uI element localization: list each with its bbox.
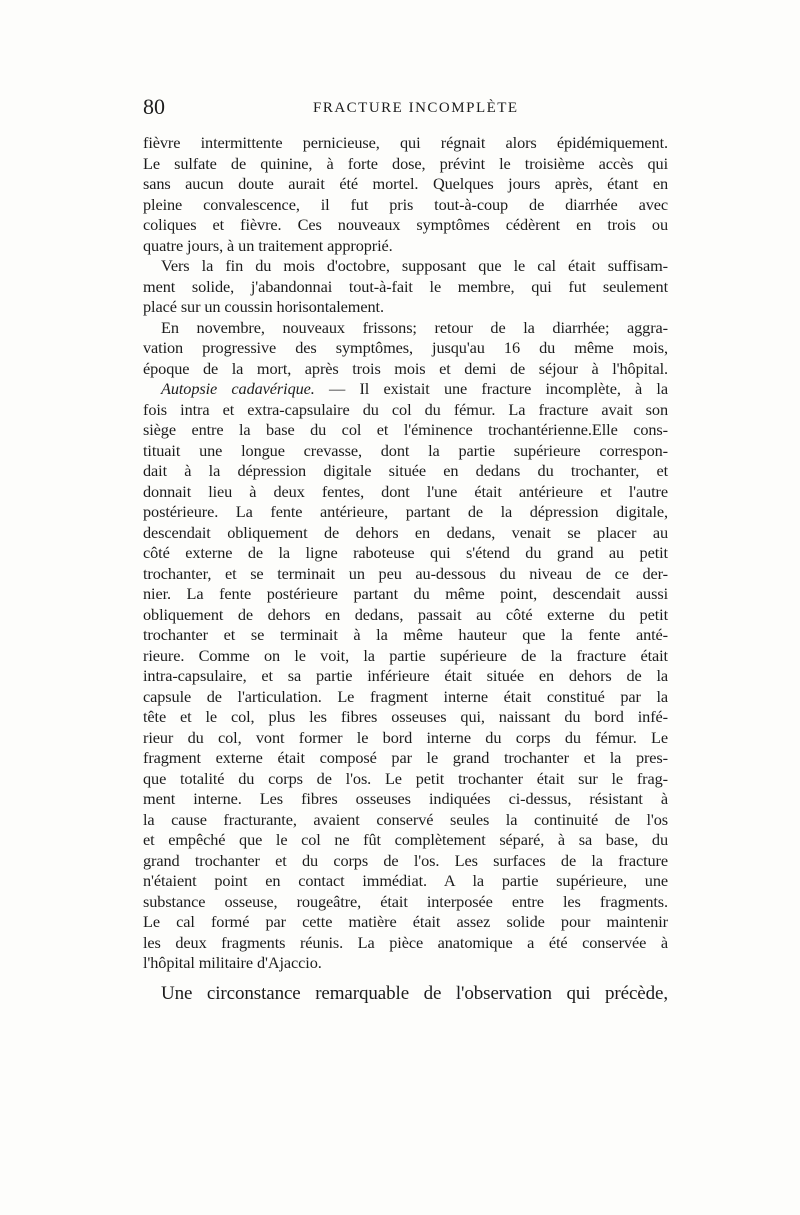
text-line: capsule de l'articulation. Le fragment interne était constitué par la <box>143 686 668 706</box>
text-line: substance osseuse, rougeâtre, était interposée entre les fragments. <box>143 891 668 911</box>
text-line: dait à la dépression digitale située en dedans du trochanter, et <box>143 461 668 480</box>
text-line: tête et le col, plus les fibres osseuses qui, naissant du bord infé- <box>143 707 668 726</box>
text-line: placé sur un coussin horisontalement. <box>143 297 384 316</box>
text-line: les deux fragments réunis. La pièce anatomique a été conservée à <box>143 932 668 952</box>
text-line: intra-capsulaire, et sa partie inférieure était située en dehors de la <box>143 666 668 685</box>
text-line: siège entre la base du col et l'éminence trochantérienne.Elle cons- <box>143 420 668 439</box>
text-line: et empêché que le col ne fût complètement séparé, à sa base, du <box>143 830 668 849</box>
autopsy-heading: Autopsie cadavérique. <box>161 379 315 398</box>
text-line: trochanter et se terminait à la même hauteur que la fente anté- <box>143 625 668 644</box>
text-line: l'hôpital militaire d'Ajaccio. <box>143 953 322 972</box>
text-line: Vers la fin du mois d'octobre, supposant que le cal était suffisam- <box>161 256 668 275</box>
text-line: En novembre, nouveaux frissons; retour de la diarrhée; aggra- <box>161 317 668 337</box>
text-line: postérieure. La fente antérieure, partant de la dépression digitale, <box>143 502 668 521</box>
text-line: coliques et fièvre. Ces nouveaux symptômes cédèrent en trois ou <box>143 215 668 234</box>
text-line: sans aucun doute aurait été mortel. Quelques jours après, étant en <box>143 174 668 193</box>
text-line: vation progressive des symptômes, jusqu'au 16 du même mois, <box>143 338 668 357</box>
text-line: que totalité du corps de l'os. Le petit trochanter était sur le frag- <box>143 768 668 788</box>
running-title: FRACTURE INCOMPLÈTE <box>313 100 519 116</box>
text-line: tituait une longue crevasse, dont la partie supérieure correspon- <box>143 440 668 460</box>
text-line: ment interne. Les fibres osseuses indiquées ci-dessus, résistant à <box>143 789 668 808</box>
text-line: époque de la mort, après trois mois et demi de séjour à l'hôpital. <box>143 358 668 378</box>
text-line-large: Une circonstance remarquable de l'observation qui précède, <box>161 982 668 1004</box>
text-line: Le cal formé par cette matière était assez solide pour maintenir <box>143 912 668 931</box>
text-line: descendait obliquement de dehors en dedans, venait se placer au <box>143 522 668 542</box>
text-line: quatre jours, à un traitement approprié. <box>143 235 393 255</box>
text-line: nier. La fente postérieure partant du même point, descendait aussi <box>143 584 668 603</box>
text-line: rieure. Comme on le voit, la partie supérieure de la fracture était <box>143 645 668 665</box>
text-line: pleine convalescence, il fut pris tout-à-coup de diarrhée avec <box>143 194 668 214</box>
text-line: obliquement de dehors en dedans, passait au côté externe du petit <box>143 604 668 624</box>
text-line: grand trochanter et du corps de l'os. Les surfaces de la fracture <box>143 850 668 870</box>
text-line: fragment externe était composé par le grand trochanter et la pres- <box>143 748 668 767</box>
text-line: rieur du col, vont former le bord interne du corps du fémur. Le <box>143 727 668 747</box>
autopsy-line <box>143 379 668 400</box>
text-line: n'étaient point en contact immédiat. A la partie supérieure, une <box>143 871 668 890</box>
text-line: Le sulfate de quinine, à forte dose, prévint le troisième accès qui <box>143 153 668 173</box>
autopsy-line-text: — Il existait une fracture incomplète, à la <box>329 379 668 398</box>
body-text <box>143 133 668 1008</box>
page-number: 80 <box>143 94 165 119</box>
text-line: côté externe de la ligne raboteuse qui s'étend du grand au petit <box>143 543 668 562</box>
text-line: donnait lieu à deux fentes, dont l'une était antérieure et l'autre <box>143 481 668 501</box>
text-line: ment solide, j'abandonnai tout-à-fait le membre, qui fut seulement <box>143 276 668 296</box>
text-line: la cause fracturante, avaient conservé seules la continuité de l'os <box>143 809 668 829</box>
text-line: fois intra et extra-capsulaire du col du fémur. La fracture avait son <box>143 399 668 419</box>
text-line: trochanter, et se terminait un peu au-dessous du niveau de ce der- <box>143 563 668 583</box>
running-head <box>143 92 668 122</box>
text-line: fièvre intermittente pernicieuse, qui régnait alors épidémiquement. <box>143 133 668 152</box>
